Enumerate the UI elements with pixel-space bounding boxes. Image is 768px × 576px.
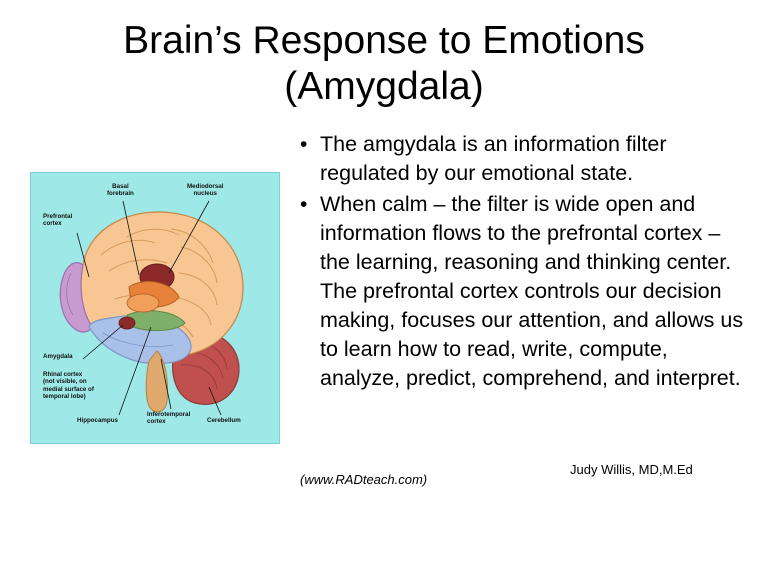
label-basal-forebrain: Basal forebrain [107,183,134,198]
bullet-text: The amgydala is an information filter regulated by our emotional state. [320,132,667,185]
label-hippocampus: Hippocampus [77,417,118,424]
list-item [300,190,748,393]
title-line-2: (Amygdala) [284,65,484,108]
attribution-text: Judy Willis, MD,M.Ed [570,462,693,477]
page-title [0,18,768,110]
bullet-icon: • [300,133,308,156]
label-prefrontal-cortex: Prefrontal cortex [43,213,73,228]
label-rhinal-cortex: Rhinal cortex (not visible, on medial surface of temporal lobe) [43,371,94,401]
source-caption: (www.RADteach.com) [300,472,428,487]
slide-body [300,130,748,477]
brain-diagram [30,172,280,444]
label-inferotemporal-cortex: Inferotemporal cortex [147,411,191,426]
bullet-text: When calm – the filter is wide open and information flows to the prefrontal cortex – the learning, reasoning and thinking center. The prefrontal cortex controls our decision making, focuses our attention, and allows us to learn how to read, write, compute, analyze, predict, comprehend, and interpret. [320,192,744,390]
label-cerebellum: Cerebellum [207,417,241,424]
label-amygdala: Amygdala [43,353,73,360]
bullet-icon: • [300,193,308,216]
title-line-1: Brain’s Response to Emotions [123,19,645,62]
label-mediodorsal-nucleus: Mediodorsal nucleus [187,183,224,198]
amygdala-shape [119,317,135,329]
list-item [300,130,748,188]
